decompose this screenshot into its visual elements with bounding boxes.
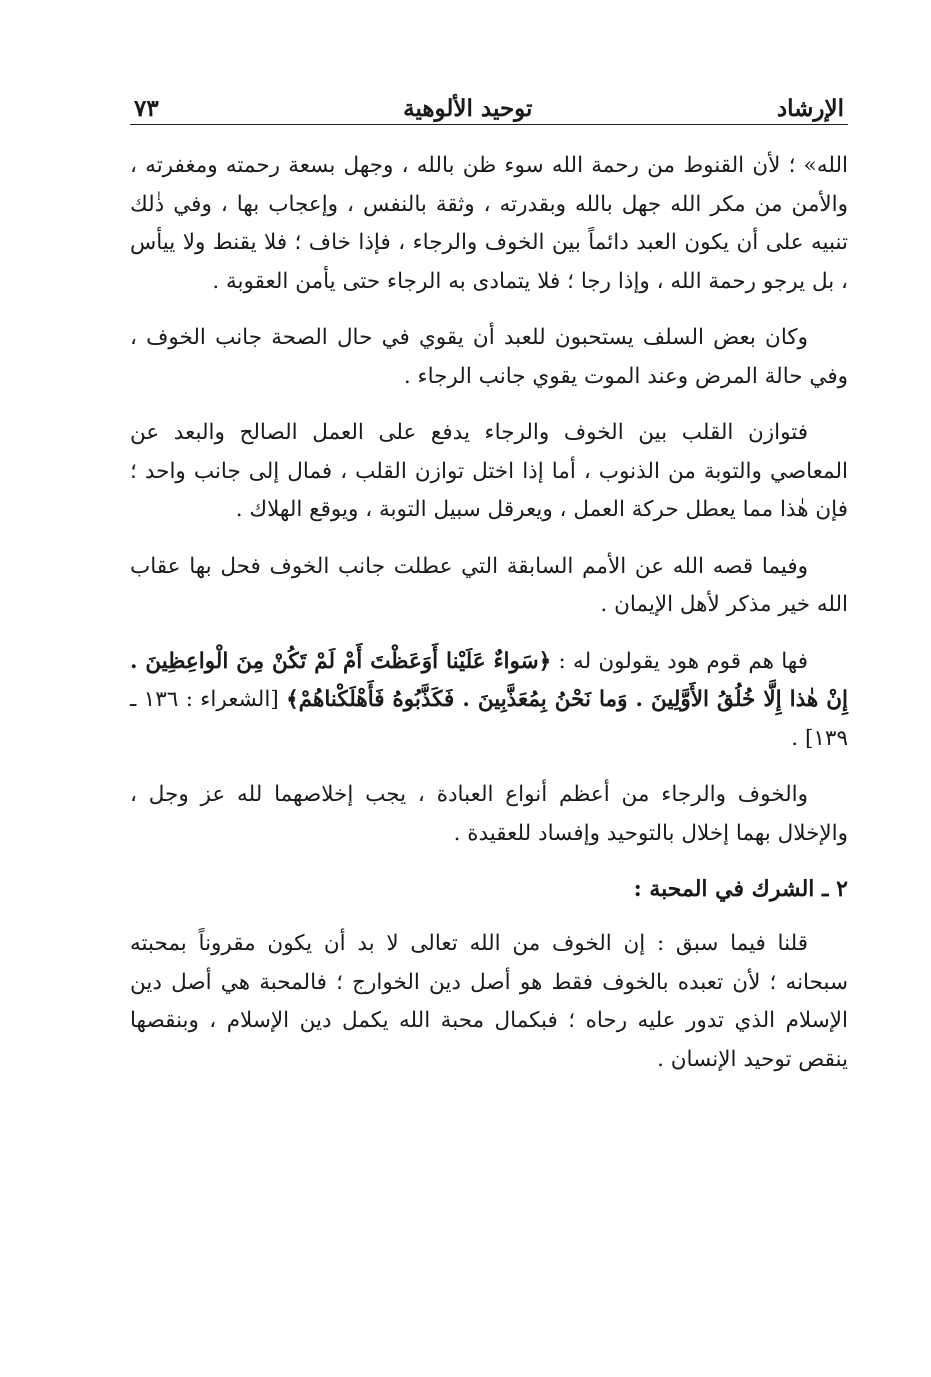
- paragraph-4: وفيما قصه الله عن الأمم السابقة التي عطلت جانب الخوف فحل بها عقاب الله خير مذكر لأهل الإيمان .: [130, 553, 848, 617]
- header-rule: [130, 124, 848, 125]
- paragraph-7: قلنا فيما سبق : إن الخوف من الله تعالى لا بد أن يكون مقروناً بمحبته سبحانه ؛ لأن تعبده بالخوف فقط هو أصل دين الخوارج ؛ فالمحبة هي أصل دين الإسلام الذي تدور عليه رحاه ؛ فبكمال محبة الله يكمل دين الإسلام ، وبنقصها ينقص توحيد الإنسان .: [130, 931, 848, 1072]
- quote-intro: فها هم قوم هود يقولون له :: [551, 648, 808, 674]
- paragraph-2: وكان بعض السلف يستحبون للعبد أن يقوي في حال الصحة جانب الخوف ، وفي حالة المرض وعند الموت يقوي جانب الرجاء .: [130, 325, 848, 389]
- quran-verse: ﴿سَواءٌ عَلَيْنا أَوَعَظْتَ أَمْ لَمْ تَكُنْ مِنَ الْواعِظِينَ . إِنْ هٰذا إِلَّا خُلُقُ الأَوَّلِينَ . وَما نَحْنُ بِمُعَذَّبِينَ . فَكَذَّبُوهُ فَأَهْلَكْناهُمْ﴾: [130, 648, 848, 712]
- paragraph-3: فتوازن القلب بين الخوف والرجاء يدفع على العمل الصالح والبعد عن المعاصي والتوبة من الذنوب ، أما إذا اختل توازن القلب ، فمال إلى جانب واحد ؛ فإن هٰذا مما يعطل حركة العمل ، ويعرقل سبيل التوبة ، ويوقع الهلاك .: [130, 420, 848, 522]
- running-header: [130, 80, 848, 122]
- paragraph-5: [130, 643, 848, 759]
- chapter-title: توحيد الألوهية: [403, 95, 533, 122]
- book-page: [130, 80, 848, 1097]
- book-title: الإرشاد: [776, 95, 844, 122]
- paragraph-6: والخوف والرجاء من أعظم أنواع العبادة ، يجب إخلاصهما لله عز وجل ، والإخلال بهما إخلال بالتوحيد وإفساد للعقيدة .: [130, 782, 848, 846]
- body-text: [130, 147, 848, 1079]
- page-number: ٧٣: [134, 95, 159, 122]
- paragraph-1: الله» ؛ لأن القنوط من رحمة الله سوء ظن بالله ، وجهل بسعة رحمته ومغفرته ، والأمن من مكر الله جهل بالله وبقدرته ، وثقة بالنفس ، وإعجاب بها ، وفي ذٰلك تنبيه على أن يكون العبد دائماً بين الخوف والرجاء ، فإذا خاف ؛ فلا يقنط ولا ييأس ، بل يرجو رحمة الله ، وإذا رجا ؛ فلا يتمادى به الرجاء حتى يأمن العقوبة .: [130, 153, 848, 294]
- section-heading: ٢ ـ الشرك في المحبة :: [633, 876, 848, 902]
- verse-reference: [الشعراء : ١٣٦ ـ ١٣٩] .: [130, 687, 848, 751]
